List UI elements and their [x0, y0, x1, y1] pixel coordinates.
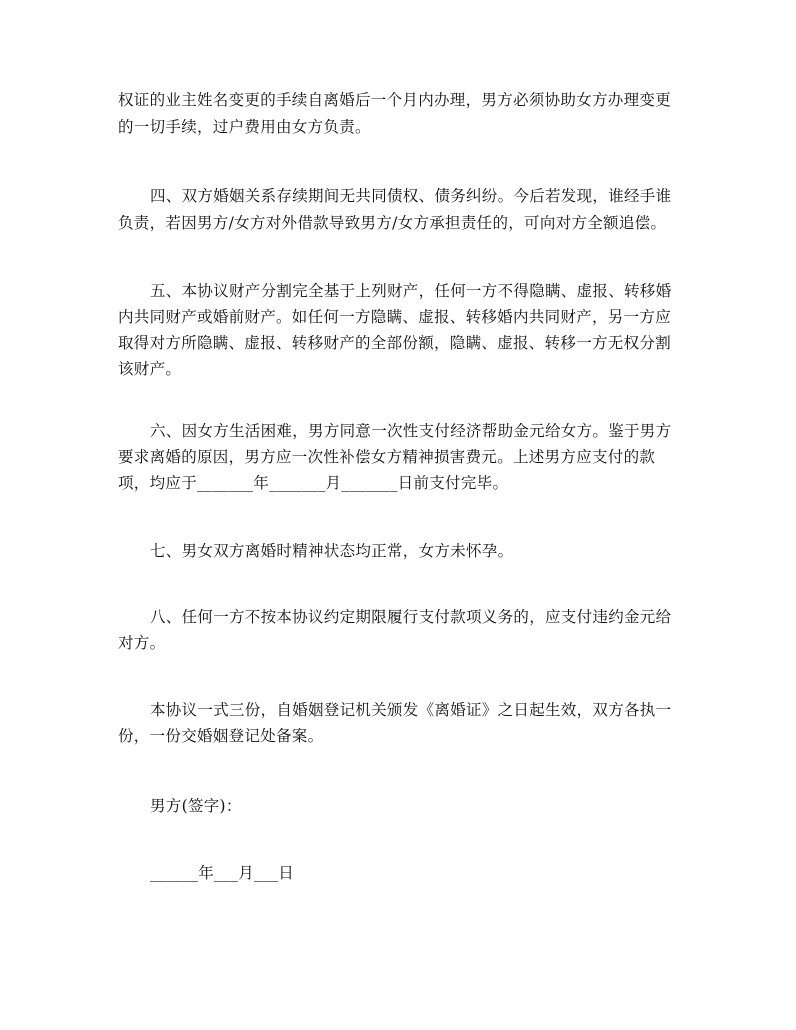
clause-6-line-1: 六、因女方生活困难，男方同意一次性支付经济帮助金元给女方。鉴于男方 — [150, 422, 672, 440]
male-signature-label: 男方(签字)： — [150, 797, 242, 815]
agreement-effect-line-1: 本协议一式三份，自婚姻登记机关颁发《离婚证》之日起生效，双方各执一 — [150, 701, 672, 719]
clause-5-line-3: 取得对方所隐瞒、虚报、转移财产的全部份额，隐瞒、虚报、转移一方无权分割 — [118, 334, 672, 352]
clause-4-line-2: 负责，若因男方/女方对外借款导致男方/女方承担责任的，可向对方全额追偿。 — [118, 214, 667, 232]
agreement-effect-line-2: 份，一份交婚姻登记处备案。 — [118, 727, 324, 745]
clause-6-line-2: 要求离婚的原因，男方应一次性补偿女方精神损害费元。上述男方应支付的款 — [118, 448, 656, 466]
clause-5-line-2: 内共同财产或婚前财产。如任何一方隐瞒、虚报、转移婚内共同财产，另一方应 — [118, 308, 672, 326]
clause-8-line-2: 对方。 — [118, 634, 166, 652]
clause-8-line-1: 八、任何一方不按本协议约定期限履行支付款项义务的，应支付违约金元给 — [150, 608, 672, 626]
paragraph-1-line-2: 的一切手续，过户费用由女方负责。 — [118, 118, 371, 136]
clause-5-line-1: 五、本协议财产分割完全基于上列财产，任何一方不得隐瞒、虚报、转移婚 — [150, 282, 672, 300]
clause-7-line-1: 七、男女双方离婚时精神状态均正常，女方未怀孕。 — [150, 542, 514, 560]
signature-date-line: ______年___月___日 — [150, 864, 295, 882]
clause-6-line-3: 项，均应于_______年_______月_______日前支付完毕。 — [118, 474, 509, 492]
paragraph-1-line-1: 权证的业主姓名变更的手续自离婚后一个月内办理，男方必须协助女方办理变更 — [118, 91, 672, 109]
clause-4-line-1: 四、双方婚姻关系存续期间无共同债权、债务纠纷。今后若发现，谁经手谁 — [150, 187, 672, 205]
clause-5-line-4: 该财产。 — [118, 360, 182, 378]
